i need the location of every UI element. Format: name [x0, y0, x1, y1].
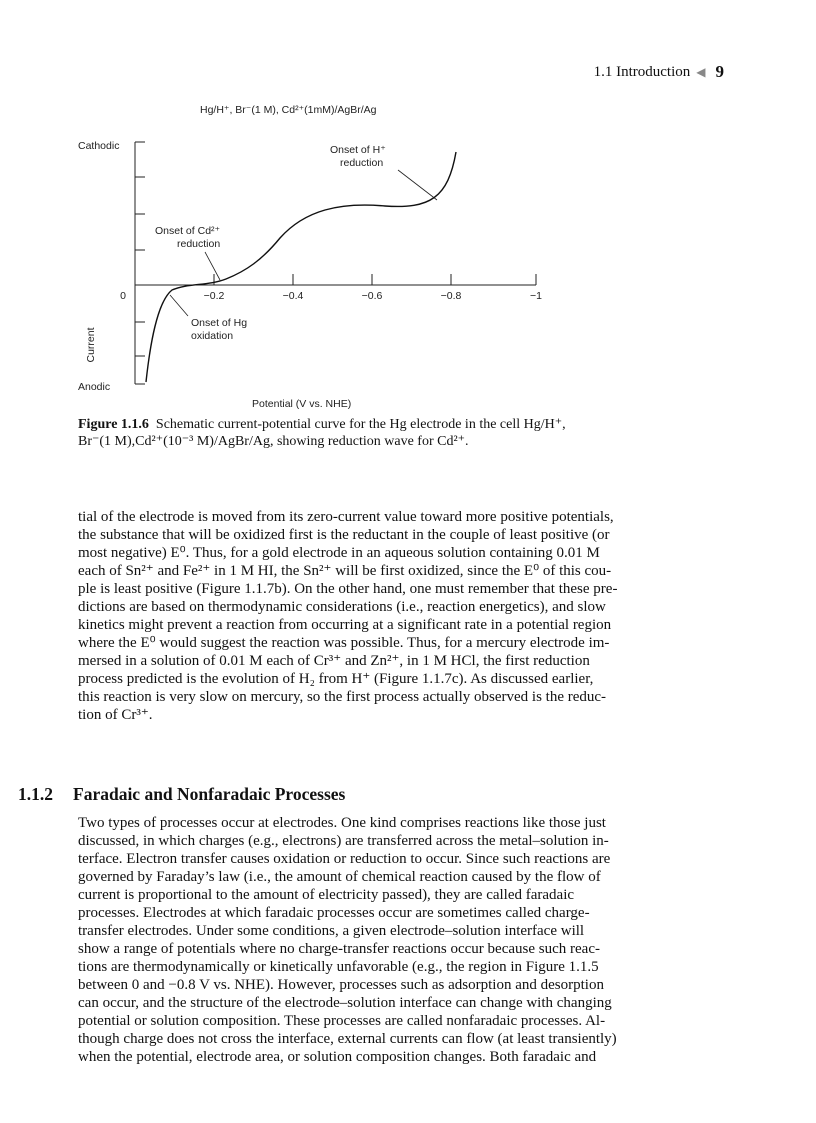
- cell-label: Hg/H⁺, Br⁻(1 M), Cd²⁺(1mM)/AgBr/Ag: [200, 104, 377, 116]
- annot-hg-line1: Onset of Hg: [191, 317, 248, 329]
- figure-caption: [78, 416, 738, 450]
- p2-line: potential or solution composition. These processes are called nonfaradaic processes. Al-: [78, 1013, 606, 1029]
- p1-line: most negative) E⁰. Thus, for a gold electrode in an aqueous solution containing 0.01 M: [78, 545, 600, 561]
- p1-line: tion of Cr³⁺.: [78, 707, 153, 723]
- p1-line: the substance that will be oxidized first is the reductant in the couple of least positive (or: [78, 527, 610, 543]
- potential-axis: [135, 274, 536, 285]
- p1-line: kinetics might prevent a reaction from occurring at a significant rate in a potential region: [78, 617, 612, 633]
- p1-line: each of Sn²⁺ and Fe²⁺ in 1 M HI, the Sn²⁺ will be first oxidized, since the E⁰ of this cou-: [78, 563, 612, 579]
- p2-line: can occur, and the structure of the electrode–solution interface can change with changing: [78, 995, 612, 1011]
- p2-line: when the potential, electrode area, or solution composition changes. Both faradaic and: [78, 1049, 597, 1065]
- x-tick-1: −1: [530, 290, 542, 302]
- x-tick-0-2: −0.2: [203, 290, 225, 302]
- annot-cd-pointer: [205, 252, 220, 280]
- p2-line: processes. Electrodes at which faradaic processes occur are sometimes called charge-: [78, 905, 590, 921]
- paragraph-1: [78, 508, 720, 724]
- p2-line: show a range of potentials where no charge-transfer reactions occur because such reac-: [78, 941, 600, 957]
- p1-line: where the E⁰ would suggest the reaction was possible. Thus, for a mercury electrode im-: [78, 635, 610, 651]
- x-tick-0-8: −0.8: [440, 290, 462, 302]
- header-section: 1.1 Introduction: [593, 63, 691, 80]
- p2-line: between 0 and −0.8 V vs. NHE). However, processes such as adsorption and desorption: [78, 977, 604, 993]
- annot-h-line2: reduction: [340, 157, 384, 169]
- annot-hg-pointer: [170, 295, 188, 316]
- p1-line: process predicted is the evolution of H₂ from H⁺ (Figure 1.1.7c). As discussed earlier,: [78, 671, 594, 687]
- annot-h-pointer: [398, 170, 437, 200]
- p2-line: terface. Electron transfer causes oxidation or reduction to occur. Since such reactions are: [78, 851, 611, 867]
- p2-line: current is proportional to the amount of electricity passed), they are called faradaic: [78, 887, 575, 903]
- p1-line: tial of the electrode is moved from its zero-current value toward more positive potentials,: [78, 509, 614, 525]
- p1-line: ple is least positive (Figure 1.1.7b). On the other hand, one must remember that these pre-: [78, 581, 618, 597]
- zero-label: 0: [120, 290, 126, 302]
- annot-hg-line2: oxidation: [191, 330, 234, 342]
- section-number: 1.1.2: [18, 784, 53, 804]
- p2-line: transfer electrodes. Under some conditions, a given electrode–solution interface will: [78, 923, 585, 939]
- p2-line: Two types of processes occur at electrodes. One kind comprises reactions like those just: [78, 815, 606, 831]
- current-axis-label: Current: [85, 327, 97, 363]
- annot-cd-line2: reduction: [177, 238, 221, 250]
- caption-text-a: Schematic current-potential curve for the Hg electrode in the cell Hg/H⁺,: [155, 417, 566, 432]
- caption-label: Figure 1.1.6: [78, 417, 149, 432]
- p1-line: this reaction is very slow on mercury, so the first process actually observed is the reduc-: [78, 689, 607, 705]
- current-axis: [135, 142, 145, 384]
- section-heading: [18, 784, 345, 805]
- page-arrow-icon: ◀: [696, 64, 706, 79]
- p1-line: dictions are based on thermodynamic considerations (i.e., reaction energetics), and slow: [78, 599, 606, 615]
- anodic-label: Anodic: [78, 381, 111, 393]
- p2-line: discussed, in which charges (e.g., electrons) are transferred across the metal–solution in-: [78, 833, 609, 849]
- p2-line: governed by Faraday’s law (i.e., the amount of chemical reaction caused by the flow of: [78, 869, 601, 885]
- figure-1-1-6: [0, 90, 816, 420]
- paragraph-2: [78, 814, 720, 1066]
- section-title: Faradaic and Nonfaradaic Processes: [73, 784, 346, 804]
- current-potential-curve: [146, 152, 456, 382]
- p2-line: though charge does not cross the interface, external currents can flow (at least transiently): [78, 1031, 617, 1047]
- p2-line: tions are thermodynamically or kinetically unfavorable (e.g., the region in Figure 1.1.5: [78, 959, 599, 975]
- potential-axis-label: Potential (V vs. NHE): [252, 398, 352, 410]
- running-header: [594, 62, 724, 82]
- x-tick-labels: [204, 290, 543, 302]
- x-tick-0-4: −0.4: [282, 290, 304, 302]
- page-number: 9: [715, 62, 724, 81]
- annot-h-line1: Onset of H⁺: [330, 144, 386, 156]
- annot-cd-line1: Onset of Cd²⁺: [155, 225, 221, 237]
- p1-line: mersed in a solution of 0.01 M each of Cr³⁺ and Zn²⁺, in 1 M HCl, the first reduction: [78, 653, 590, 669]
- x-tick-0-6: −0.6: [361, 290, 383, 302]
- caption-text-b: Br⁻(1 M),Cd²⁺(10⁻³ M)/AgBr/Ag, showing reduction wave for Cd²⁺.: [78, 434, 469, 449]
- cathodic-label: Cathodic: [78, 140, 120, 152]
